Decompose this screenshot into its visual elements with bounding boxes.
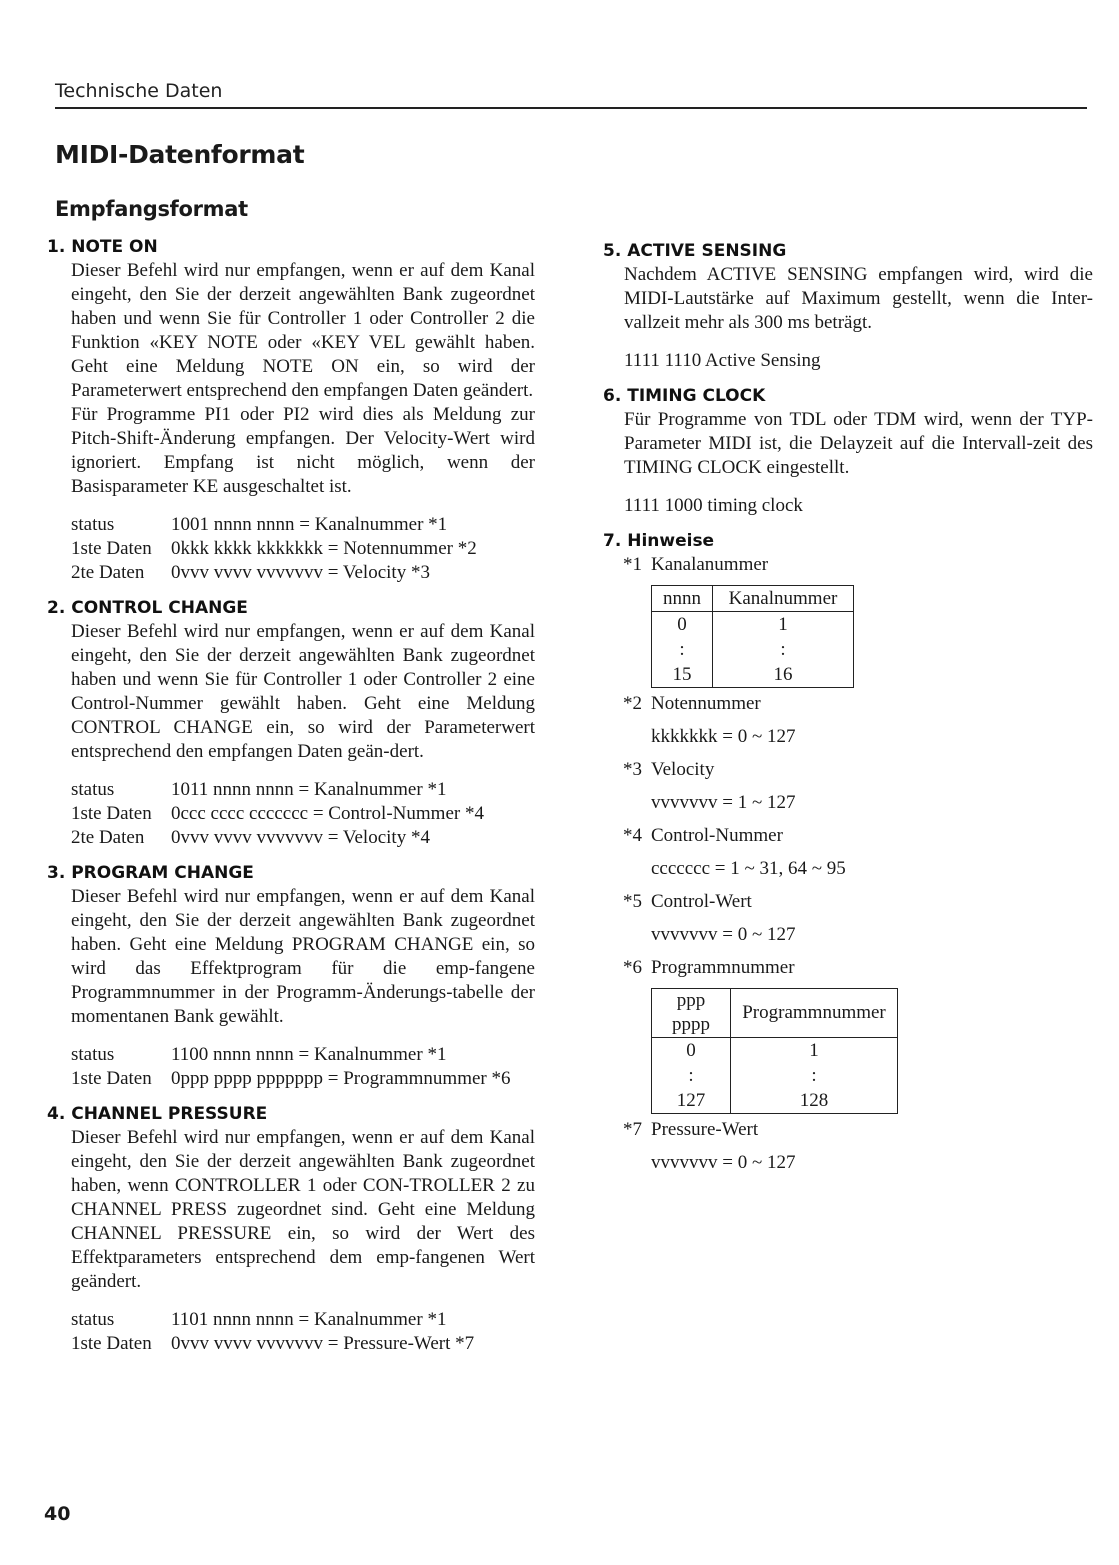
table-cell: 0 xyxy=(652,612,713,638)
item-program-change xyxy=(47,862,535,1091)
code-label: status xyxy=(71,779,115,800)
code-block xyxy=(71,513,535,585)
note-marker: *7 xyxy=(623,1119,642,1140)
item-title: PROGRAM CHANGE xyxy=(71,863,254,883)
item-heading xyxy=(47,862,535,884)
page-number: 40 xyxy=(44,1503,71,1525)
code-label: status xyxy=(71,1309,115,1330)
code-block xyxy=(71,1043,535,1091)
code-block xyxy=(71,1308,535,1356)
note-label: Pressure-Wert xyxy=(651,1119,759,1140)
channel-number-table xyxy=(651,585,854,688)
code-value: 0vvv vvvv vvvvvvv = Velocity *3 xyxy=(171,562,430,583)
code-label: 1ste Daten xyxy=(71,1068,152,1089)
table-header: nnnn xyxy=(652,586,713,612)
code-label: 1ste Daten xyxy=(71,538,152,559)
note-4 xyxy=(623,824,1093,881)
table-row xyxy=(652,637,854,662)
page-title: MIDI-Datenformat xyxy=(55,140,305,169)
code-line: 1111 1110 Active Sensing xyxy=(624,350,821,371)
item-title: NOTE ON xyxy=(71,237,158,257)
paragraph: Dieser Befehl wird nur empfangen, wenn er auf dem Kanal eingeht, den Sie der derzeit angewählten Bank zugeordnet haben und wenn Sie für Controller 1 oder Controller 2 die Funktion «KEY NOTE oder «KEY VEL gewählt haben. Geht eine Meldung NOTE ON ein, so wird der Parameterwert entsprechend den empfangen Daten geändert. xyxy=(71,260,535,401)
code-row xyxy=(71,1067,535,1091)
note-marker: *3 xyxy=(623,759,642,780)
table-row xyxy=(652,662,854,688)
note-marker: *5 xyxy=(623,891,642,912)
left-column xyxy=(47,236,535,1368)
note-value: vvvvvvv = 1 ~ 127 xyxy=(651,792,796,813)
item-number: 1. xyxy=(47,237,66,257)
note-value: kkkkkkk = 0 ~ 127 xyxy=(651,726,796,747)
item-heading xyxy=(603,240,1093,262)
item-number: 2. xyxy=(47,598,66,618)
paragraph: Für Programme von TDL oder TDM wird, wenn der TYP-Parameter MIDI ist, die Delayzeit auf die Intervall-zeit des TIMING CLOCK eingestellt. xyxy=(624,409,1093,478)
table-row xyxy=(652,612,854,638)
code-line: 1111 1000 timing clock xyxy=(624,495,803,516)
note-label: Programmnummer xyxy=(651,957,795,978)
note-label: Velocity xyxy=(651,759,715,780)
table-cell: : xyxy=(713,637,854,662)
note-marker: *2 xyxy=(623,693,642,714)
item-number: 3. xyxy=(47,863,66,883)
code-value: 0kkk kkkk kkkkkkk = Notennummer *2 xyxy=(171,538,477,559)
code-value: 1011 nnnn nnnn = Kanalnummer *1 xyxy=(171,779,447,800)
paragraph: Dieser Befehl wird nur empfangen, wenn er auf dem Kanal eingeht, den Sie der derzeit angewählten Bank zugeordnet haben. Geht eine Meldung PROGRAM CHANGE ein, so wird das Effektprogram für die emp-fangene Programmnummer in der Programm-Änderungs-tabelle der momentanen Bank gewählt. xyxy=(71,886,535,1027)
table-cell: : xyxy=(652,1063,731,1088)
code-row xyxy=(71,802,535,826)
code-row xyxy=(71,537,535,561)
note-label: Notennummer xyxy=(651,693,761,714)
item-heading xyxy=(47,597,535,619)
note-value: ccccccc = 1 ~ 31, 64 ~ 95 xyxy=(651,858,846,879)
code-label: status xyxy=(71,514,115,535)
table-cell: 1 xyxy=(731,1038,898,1064)
code-row xyxy=(71,778,535,802)
item-heading xyxy=(47,236,535,258)
item-note-on xyxy=(47,236,535,585)
item-timing-clock xyxy=(603,385,1093,518)
code-value: 1001 nnnn nnnn = Kanalnummer *1 xyxy=(171,514,448,535)
table-cell: 127 xyxy=(652,1088,731,1114)
note-value: vvvvvvv = 0 ~ 127 xyxy=(651,1152,796,1173)
paragraph: Nachdem ACTIVE SENSING empfangen wird, wird die MIDI-Lautstärke auf Maximum gestellt, wenn die Inter-vallzeit mehr als 300 ms beträgt. xyxy=(624,264,1093,333)
code-value: 0ppp pppp ppppppp = Programmnummer *6 xyxy=(171,1068,511,1089)
code-value: 0ccc cccc ccccccc = Control-Nummer *4 xyxy=(171,803,484,824)
table-cell: 15 xyxy=(652,662,713,688)
table-cell: 1 xyxy=(713,612,854,638)
paragraph: Dieser Befehl wird nur empfangen, wenn er auf dem Kanal eingeht, den Sie der derzeit angewählten Bank zugeordnet haben und wenn Sie für Controller 1 oder Controller 2 eine Control-Nummer gewählt haben. Geht eine Meldung CONTROL CHANGE ein, so wird der Parameterwert entsprechend den empfangen Daten geän-dert. xyxy=(71,621,535,762)
item-title: CHANNEL PRESSURE xyxy=(71,1104,268,1124)
note-label: Kanalanummer xyxy=(651,554,769,575)
table-header: Kanalnummer xyxy=(713,586,854,612)
note-value: vvvvvvv = 0 ~ 127 xyxy=(651,924,796,945)
note-7 xyxy=(623,1118,1093,1175)
table-header: ppp pppp xyxy=(652,989,731,1038)
code-block xyxy=(71,778,535,850)
paragraph: Für Programme PI1 oder PI2 wird dies als Meldung zur Pitch-Shift-Änderung empfangen. Der Velocity-Wert wird ignoriert. Empfang ist nicht möglich, wenn der Basisparameter KE ausgeschaltet ist. xyxy=(71,404,535,497)
code-value: 1100 nnnn nnnn = Kanalnummer *1 xyxy=(171,1044,447,1065)
code-label: 1ste Daten xyxy=(71,803,152,824)
note-marker: *1 xyxy=(623,554,642,575)
note-marker: *4 xyxy=(623,825,642,846)
note-label: Control-Nummer xyxy=(651,825,783,846)
code-value: 0vvv vvvv vvvvvvv = Pressure-Wert *7 xyxy=(171,1333,475,1354)
item-number: 5. xyxy=(603,241,622,261)
note-1 xyxy=(623,553,1093,688)
code-value: 1101 nnnn nnnn = Kanalnummer *1 xyxy=(171,1309,447,1330)
code-row xyxy=(71,826,535,850)
item-title: TIMING CLOCK xyxy=(627,386,766,406)
item-heading xyxy=(47,1103,535,1125)
note-5 xyxy=(623,890,1093,947)
section-title: Empfangsformat xyxy=(55,197,248,221)
code-row xyxy=(71,513,535,537)
note-3 xyxy=(623,758,1093,815)
table-cell: : xyxy=(652,637,713,662)
program-number-table xyxy=(651,988,898,1114)
table-cell: 16 xyxy=(713,662,854,688)
code-row xyxy=(71,561,535,585)
table-row xyxy=(652,1063,898,1088)
item-active-sensing xyxy=(603,240,1093,373)
note-6 xyxy=(623,956,1093,1114)
code-row xyxy=(71,1043,535,1067)
table-row xyxy=(652,1088,898,1114)
table-cell: 0 xyxy=(652,1038,731,1064)
item-hinweise xyxy=(603,530,1093,1175)
code-label: 2te Daten xyxy=(71,827,145,848)
table-header: Programmnummer xyxy=(731,989,898,1038)
table-row xyxy=(652,1038,898,1064)
code-row xyxy=(71,1332,535,1356)
note-label: Control-Wert xyxy=(651,891,752,912)
code-label: 2te Daten xyxy=(71,562,145,583)
item-number: 7. xyxy=(603,531,622,551)
item-heading xyxy=(603,530,1093,552)
table-cell: 128 xyxy=(731,1088,898,1114)
code-value: 0vvv vvvv vvvvvvv = Velocity *4 xyxy=(171,827,430,848)
item-title: Hinweise xyxy=(627,531,715,551)
note-marker: *6 xyxy=(623,957,642,978)
item-number: 4. xyxy=(47,1104,66,1124)
item-channel-pressure xyxy=(47,1103,535,1356)
running-header: Technische Daten xyxy=(55,80,223,102)
header-rule xyxy=(55,107,1087,109)
paragraph: Dieser Befehl wird nur empfangen, wenn er auf dem Kanal eingeht, den Sie der derzeit angewählten Bank zugeordnet haben, wenn CONTROLLER 1 oder CON-TROLLER 2 zu CHANNEL PRESS zugeordnet sind. Geht eine Meldung CHANNEL PRESSURE ein, so wird der Wert des Effektparameters entsprechend dem emp-fangenen Wert geändert. xyxy=(71,1127,535,1292)
table-cell: : xyxy=(731,1063,898,1088)
code-label: 1ste Daten xyxy=(71,1333,152,1354)
item-control-change xyxy=(47,597,535,850)
note-2 xyxy=(623,692,1093,749)
code-label: status xyxy=(71,1044,115,1065)
code-row xyxy=(71,1308,535,1332)
item-number: 6. xyxy=(603,386,622,406)
item-title: CONTROL CHANGE xyxy=(71,598,248,618)
item-title: ACTIVE SENSING xyxy=(627,241,787,261)
table-header-row xyxy=(652,586,854,612)
table-header-row xyxy=(652,989,898,1038)
right-column xyxy=(603,240,1093,1184)
item-heading xyxy=(603,385,1093,407)
